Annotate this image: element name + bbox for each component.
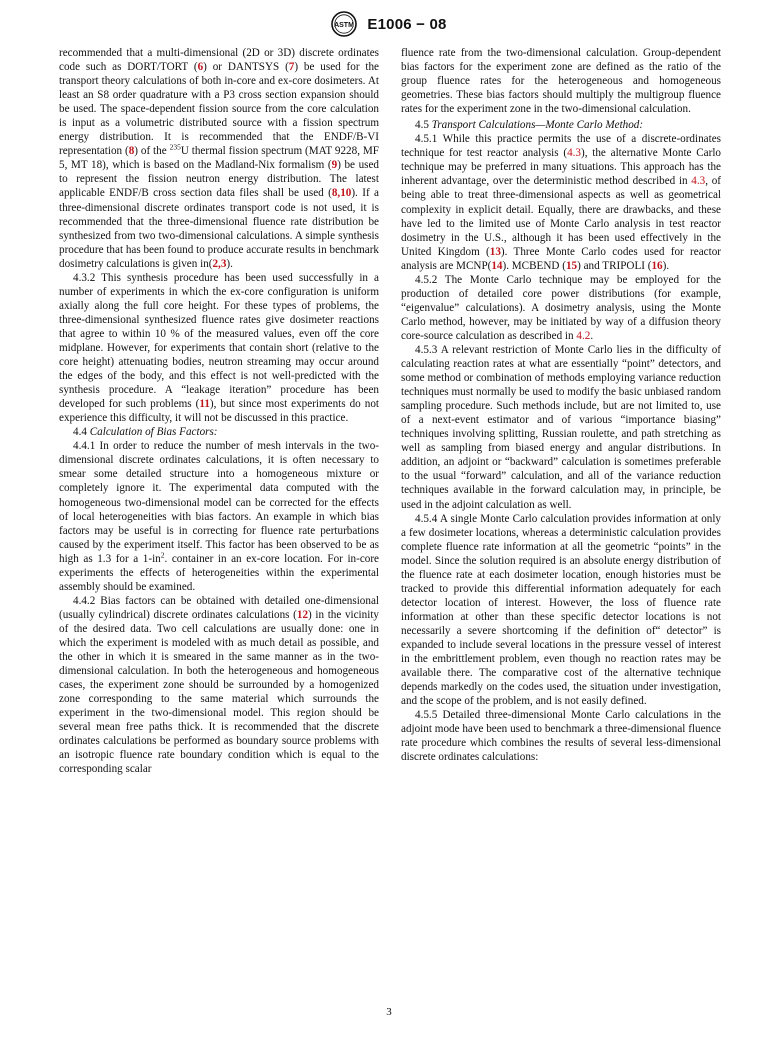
reference-link[interactable]: 8 xyxy=(128,145,135,158)
reference-link[interactable]: 7 xyxy=(288,61,295,74)
reference-link[interactable]: 16 xyxy=(651,259,663,272)
paragraph-4-5-4: 4.5.4 A single Monte Carlo calculation provides information at only a few dosimeter locations, whereas a deterministic calculation provides complete fluence rate information at all the geometric “points” in the model. Since the solution required is an absolute energy distribution of the fluence rate at each dosimeter location, enough histories must be tracked to provide this differential information adequately for each detector location of interest. However, the loss of fluence rate information at other than these specific detector locations is not necessarily a severe shortcoming if the definition of“ detector” is expanded to include several locations in the pressure vessel of interest in the embrittlement problem, even though no reaction rates may be available there. The comparative cost of the alternative technique depends markedly on the codes used, the situation under investigation, and the scope of the problem, and is not easily defined. xyxy=(401,512,721,708)
page-number: 3 xyxy=(386,1006,392,1018)
section-link[interactable]: 4.3 xyxy=(691,175,706,188)
paragraph-4-4-2: 4.4.2 Bias factors can be obtained with detailed one-dimensional (usually cylindrical) discrete ordinates calculations (12) in the vicinity of the desired data. Two cell calculations are usually done: one in which the experiment is modeled with as much detail as possible, and the other in which it is smeared in the same manner as in the two-dimensional calculation. In both the heterogeneous and homogeneous cases, the experiment zone should be surrounded by a homogenized zone corresponding to the same material which surrounds the experiment in the two-dimensional model. This region should be several mean free paths thick. It is recommended that the discrete ordinates calculations be performed as boundary source problems with an isotropic fluence rate boundary condition which is equal to the corresponding scalar xyxy=(59,594,379,776)
left-column xyxy=(59,46,379,776)
paragraph: recommended that a multi-dimensional (2D or 3D) discrete ordinates code such as DORT/TORT (6) or DANTSYS (7) be used for the transport theory calculations of both in-core and ex-core dosimeters. At least an S8 order quadrature with a P3 cross section expansion should be used. The space-dependent fission source from the core calculation is input as a volumetric distributed source with a fission spectrum energy distribution. It is recommended that the ENDF/B-VI representation (8) of the $^{235}$U thermal fission spectrum (MAT 9228, MF 5, MT 18), which is based on the Madland-Nix formalism (9) be used to represent the fission neutron energy distribution. The latest applicable ENDF/B cross section data files shall be used (8,10). If a three-dimensional discrete ordinates transport code is not used, it is recommended that the three-dimensional fluence rate distribution be synthesized from two two-dimensional calculations. A simple synthesis procedure that has been found to produce accurate results in benchmark dosimetry calculations is given in(2,3). xyxy=(59,47,380,270)
reference-link[interactable]: 13 xyxy=(489,245,501,258)
page-header xyxy=(0,11,778,41)
section-heading-4-4: 4.4 Calculation of Bias Factors: xyxy=(73,426,218,439)
paragraph-4-5-3: 4.5.3 A relevant restriction of Monte Carlo lies in the difficulty of calculating reaction rates at what are essentially “point” detectors, and some method or combination of methods employing variance reduction techniques must normally be used to modify the basic unbiased random sampling procedure. Such methods include, but are not limited to, use of a next-event estimator and of various “importance biasing” techniques involving splitting, Russian roulette, and path stretching as well as sampling from biased energy and angular distributions. In addition, an adjoint or “backward” calculation is sometimes preferable to the usual “forward” calculation, and all of the variance reduction techniques available in the forward calculation may, in principle, be used in the adjoint calculation as well. xyxy=(401,343,721,511)
reference-link[interactable]: 12 xyxy=(296,608,309,621)
reference-link[interactable]: 9 xyxy=(331,159,338,172)
paragraph-4-3-2: 4.3.2 This synthesis procedure has been used successfully in a number of experiments in which the ex-core configuration is uniform axially along the full core height. For these types of problems, the three-dimensional synthesized fluence rates give dosimeter reactions that agree to within 10 % of the measured values, even off the core midplane. However, for experiments that contain short (relative to the core height) attenuating bodies, neutron streaming may occur around the edges of the body, and this effect is not well-predicted with the synthesis procedure. A “leakage iteration” procedure has been developed for such problems (11), but since most experiments do not experience this difficulty, it will not be discussed in this practice. xyxy=(59,271,379,425)
svg-text:ASTM: ASTM xyxy=(334,22,355,29)
right-column xyxy=(401,46,721,764)
reference-link[interactable]: 14 xyxy=(491,259,503,272)
reference-link[interactable]: 8,10 xyxy=(331,187,352,200)
reference-link[interactable]: 6 xyxy=(197,61,204,74)
paragraph-4-5-5: 4.5.5 Detailed three-dimensional Monte Carlo calculations in the adjoint mode have been used to benchmark a three-dimensional fluence rate procedure which combines the results of several less-dimensional discrete ordinates calculations: xyxy=(401,709,721,764)
reference-link[interactable]: 15 xyxy=(565,259,578,272)
reference-link[interactable]: 11 xyxy=(199,398,210,411)
paragraph-4-5-1: 4.5.1 While this practice permits the use of a discrete-ordinates technique for test reactor analysis (4.3), the alternative Monte Carlo technique may be preferred in many situations. This approach has the inherent advantage, over the deterministic method described in 4.3, of being able to treat three-dimensional aspects as well as geometrical complexity in explicit detail. Equally, there are drawbacks, and these have led to the limited use of Monte Carlo analysis in test reactor dosimetry in the U.S., although it has been used effectively in the United Kingdom (13). Three Monte Carlo codes used for reactor analysis are MCNP(14). MCBEND (15) and TRIPOLI (16). xyxy=(401,133,721,272)
section-heading-4-5: 4.5 Transport Calculations—Monte Carlo Method: xyxy=(415,119,644,132)
paragraph-continued: fluence rate from the two-dimensional calculation. Group-dependent bias factors for the experiment zone are defined as the ratio of the group fluence rates for the heterogeneous and homogeneous geometries. These bias factors should multiply the multigroup fluence rates for the experiment zone in the two-dimensional calculation. xyxy=(401,47,721,116)
section-link[interactable]: 4.2 xyxy=(576,329,591,342)
paragraph-4-5-2: 4.5.2 The Monte Carlo technique may be employed for the production of detailed core power distributions (for example, “eigenvalue” calculations). A dosimetry analysis, using the Monte Carlo method, however, may be initiated by way of a diffusion theory core-source calculation as described in 4.2. xyxy=(401,273,721,342)
document-designation: E1006 − 08 xyxy=(367,15,447,33)
paragraph-4-4-1: 4.4.1 In order to reduce the number of mesh intervals in the two-dimensional discrete ordinates calculations, it is often necessary to smear some detailed structure into a homogeneous mixture or completely ignore it. The experimental data computed with the homogeneous two-dimensional model can be corrected for the effects of local heterogeneities with bias factors. An example in which bias factors may be useful is in correcting for fluence rate perturbations caused by the experiment itself. This factor has been observed to be as high as 1.3 for a $1-in^2$. container in an ex-core location. For in-core experiments the effects of heterogeneities within the experimental assembly should be examined. xyxy=(59,440,379,593)
reference-link[interactable]: 2,3 xyxy=(212,257,227,270)
section-link[interactable]: 4.3 xyxy=(567,147,582,160)
astm-logo-icon xyxy=(331,11,357,37)
